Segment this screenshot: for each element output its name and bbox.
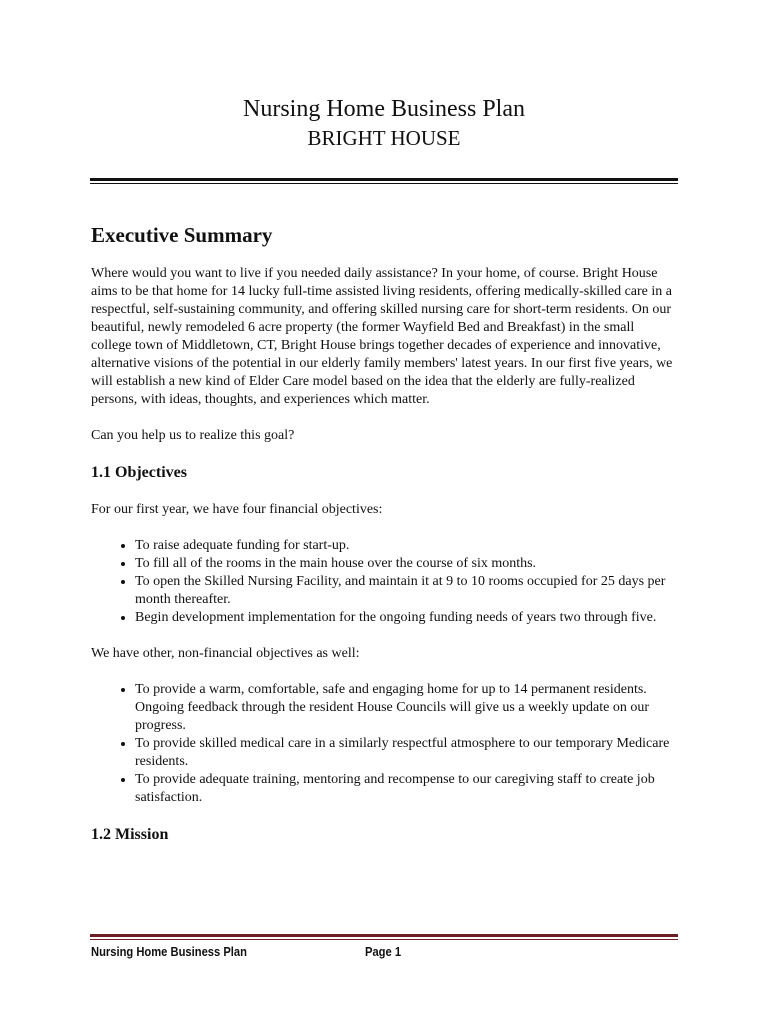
executive-summary-question: Can you help us to realize this goal? <box>91 428 295 443</box>
header-rule <box>90 178 678 184</box>
nonfinancial-objectives-list <box>91 681 677 807</box>
footer-document-title: Nursing Home Business Plan <box>91 944 247 959</box>
executive-summary-paragraph: Where would you want to live if you needed daily assistance? In your home, of course. Bright House aims to be that home for 14 lucky full-time assisted living residents, offering medically-skilled care in a respectful, self-sustaining community, and offering skilled nursing care for short-term residents. On our beautiful, newly remodeled 6 acre property (the former Wayfield Bed and Breakfast) in the small college town of Middletown, CT, Bright House brings together decades of experience and innovative, alternative visions of the potential in our elderly family members' latest years. In our first five years, we will establish a new kind of Elder Care model based on the idea that the elderly are fully-realized persons, with ideas, thoughts, and experiences which matter. <box>91 266 673 407</box>
list-item: • To fill all of the rooms in the main house over the course of six months. <box>135 555 677 573</box>
document-title: Nursing Home Business Plan <box>243 96 525 122</box>
footer-rule <box>90 934 678 940</box>
list-item: • To provide adequate training, mentoring and recompense to our caregiving staff to create job satisfaction. <box>135 771 677 807</box>
financial-objectives-list <box>91 537 677 627</box>
list-item: • To provide skilled medical care in a similarly respectful atmosphere to our temporary Medicare residents. <box>135 735 677 771</box>
executive-summary-heading: Executive Summary <box>91 223 273 247</box>
nonfinancial-objectives-intro: We have other, non-financial objectives as well: <box>91 646 360 661</box>
mission-heading: 1.2 Mission <box>91 826 169 843</box>
list-item: • Begin development implementation for the ongoing funding needs of years two through five. <box>135 609 677 627</box>
list-item: • To open the Skilled Nursing Facility, and maintain it at 9 to 10 rooms occupied for 25 days per month thereafter. <box>135 573 677 609</box>
list-item: • To provide a warm, comfortable, safe and engaging home for up to 14 permanent residents. Ongoing feedback through the resident House Councils will give us a weekly update on our progress. <box>135 681 677 735</box>
footer-page-number: Page 1 <box>365 944 402 959</box>
list-item: • To raise adequate funding for start-up. <box>135 537 677 555</box>
objectives-heading: 1.1 Objectives <box>91 464 187 481</box>
document-subtitle: BRIGHT HOUSE <box>307 126 461 150</box>
document-body <box>91 222 677 863</box>
financial-objectives-intro: For our first year, we have four financial objectives: <box>91 502 383 517</box>
